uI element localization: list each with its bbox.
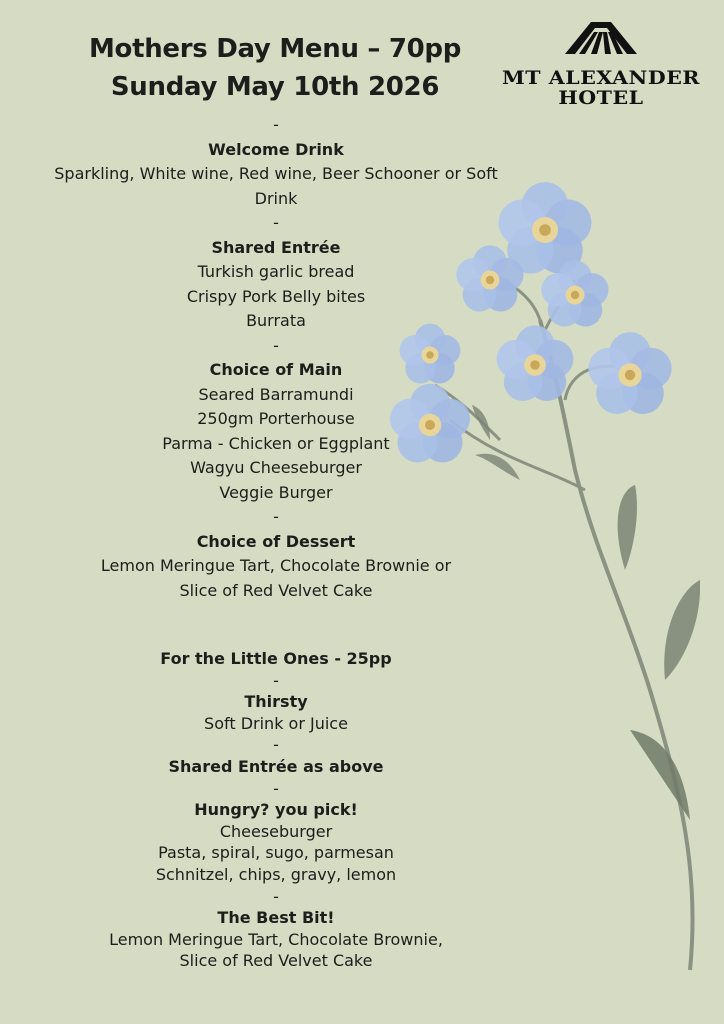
divider-dash: - <box>273 335 279 355</box>
main-item: Wagyu Cheeseburger <box>190 458 362 477</box>
welcome-drink-line: Sparkling, White wine, Red wine, Beer Schooner or Soft <box>54 164 498 183</box>
title-line-2: Sunday May 10th 2026 <box>110 72 440 102</box>
divider-dash: - <box>273 735 279 755</box>
thirsty-heading: Thirsty <box>244 692 308 712</box>
best-bit-line: Slice of Red Velvet Cake <box>179 951 373 971</box>
kids-entree-heading: Shared Entrée as above <box>168 756 384 776</box>
divider-dash: - <box>273 507 279 526</box>
main-item: Seared Barramundi <box>198 384 354 404</box>
stylized-pavilion-icon <box>561 20 641 54</box>
choice-of-main-heading: Choice of Main <box>209 360 343 379</box>
hungry-heading: Hungry? you pick! <box>194 800 358 820</box>
logo-text-line-2: HOTEL <box>558 87 644 109</box>
entree-item: Burrata <box>246 311 306 330</box>
title-line-1: Mothers Day Menu – 70pp <box>88 34 462 64</box>
menu-title <box>40 30 510 106</box>
hotel-logo <box>496 20 706 116</box>
hungry-item: Cheeseburger <box>219 821 333 841</box>
shared-entree-heading: Shared Entrée <box>211 237 341 257</box>
hungry-item: Pasta, spiral, sugo, parmesan <box>158 843 394 863</box>
entree-item: Turkish garlic bread <box>197 262 355 281</box>
choice-of-dessert-heading: Choice of Dessert <box>196 531 356 551</box>
welcome-drink-heading: Welcome Drink <box>208 139 344 159</box>
best-bit-heading: The Best Bit! <box>217 908 335 928</box>
main-item: 250gm Porterhouse <box>197 409 355 428</box>
divider-dash: - <box>273 778 279 798</box>
best-bit-line: Lemon Meringue Tart, Chocolate Brownie, <box>109 929 443 949</box>
divider-dash: - <box>273 886 279 906</box>
logo-text-line-1: MT ALEXANDER <box>502 67 700 89</box>
main-item: Veggie Burger <box>219 482 333 502</box>
divider-dash: - <box>273 115 279 134</box>
hungry-item: Schnitzel, chips, gravy, lemon <box>155 864 397 884</box>
thirsty-line: Soft Drink or Juice <box>204 713 348 733</box>
main-item: Parma - Chicken or Eggplant <box>162 433 390 453</box>
divider-dash: - <box>273 670 279 690</box>
dessert-line: Lemon Meringue Tart, Chocolate Brownie or <box>100 556 452 575</box>
divider-dash: - <box>273 213 279 232</box>
forget-me-not-illustration <box>380 170 700 980</box>
welcome-drink-line: Drink <box>254 188 298 208</box>
dessert-line: Slice of Red Velvet Cake <box>179 580 373 600</box>
entree-item: Crispy Pork Belly bites <box>186 286 366 306</box>
kids-menu-heading: For the Little Ones - 25pp <box>160 649 392 668</box>
